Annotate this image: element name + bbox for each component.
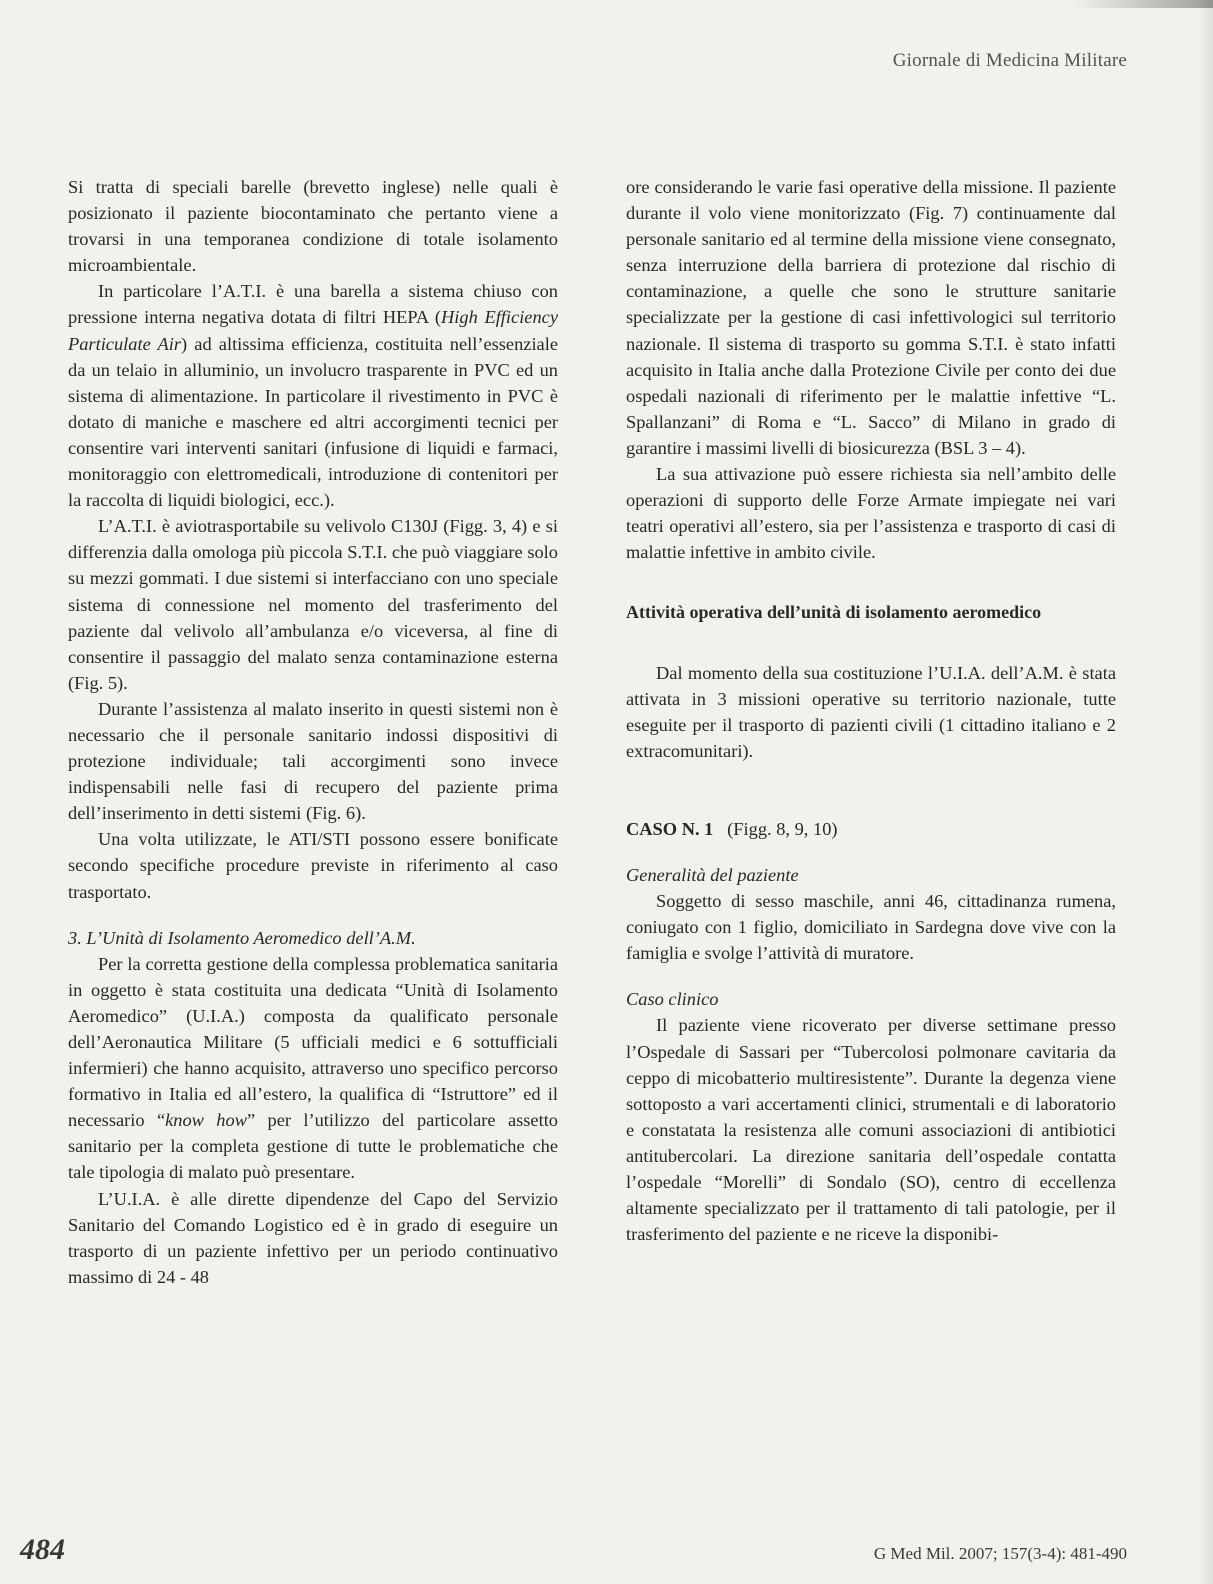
page-number: 484 — [20, 1533, 65, 1566]
paragraph: Soggetto di sesso maschile, anni 46, cittadinanza rumena, coniugato con 1 figlio, domiciliato in Sardegna dove vive con la famiglia e svolge l’attività di muratore. — [626, 891, 1116, 964]
paragraph: Dal momento della sua costituzione l’U.I.A. dell’A.M. è stata attivata in 3 missioni operative su territorio nazionale, tutte eseguite per il trasporto di pazienti civili (1 cittadino italiano e 2 extracomunitari). — [626, 662, 1116, 761]
case-heading: CASO N. 1 (Figg. 8, 9, 10) — [626, 818, 838, 839]
paragraph: In particolare l’A.T.I. è una barella a sistema chiuso con pressione interna negativa dotata di filtri HEPA (High Efficiency Particulate Air) ad altissima efficienza, costituita nell’essenziale da un telaio in alluminio, un involucro trasparente in PVC ed un sistema di alimentazione. In particolare il rivestimento in PVC è dotato di maniche e maschere ed altri accorgimenti tecnici per consentire vari interventi sanitari (infusione di liquidi e farmaci, monitoraggio con elettromedicali, introduzione di contenitori per la raccolta di liquidi biologici, ecc.). — [68, 281, 558, 511]
citation: G Med Mil. 2007; 157(3-4): 481-490 — [873, 1544, 1127, 1563]
paragraph: L’A.T.I. è aviotrasportabile su velivolo C130J (Figg. 3, 4) e si differenzia dalla omologa più piccola S.T.I. che può viaggiare solo su mezzi gommati. I due sistemi si interfacciano con uno speciale sistema di connessione nel momento del trasferimento del paziente dal velivolo all’ambulanza e/o viceversa, al fine di consentire il passaggio del malato senza contaminazione esterna (Fig. 5). — [68, 516, 558, 693]
right-column — [626, 174, 1116, 1247]
subsection-heading: Generalità del paziente — [626, 864, 799, 885]
paragraph: ore considerando le varie fasi operative della missione. Il paziente durante il volo viene monitorizzato (Fig. 7) continuamente dal personale sanitario ed al termine della missione viene consegnato, senza interruzione della barriera di protezione dal rischio di contaminazione, a quelle che sono le strutture sanitarie specializzate per la gestione di casi infettivologici sul territorio nazionale. Il sistema di trasporto su gomma S.T.I. è stato infatti acquisito in Italia anche dalla Protezione Civile per conto dei due ospedali nazionali di riferimento per le malattie infettive “L. Spallanzani” di Roma e “L. Sacco” di Milano in grado di garantire i massimi livelli di biosicurezza (BSL 3 – 4). — [626, 177, 1116, 458]
paragraph: Per la corretta gestione della complessa problematica sanitaria in oggetto è stata costituita una dedicata “Unità di Isolamento Aeromedico” (U.I.A.) composta da qualificato personale dell’Aeronautica Militare (5 ufficiali medici e 6 sottufficiali infermieri) che hanno acquisito, attraverso uno specifico percorso formativo in Italia ed all’estero, la qualifica di “Istruttore” ed il necessario “know how” per l’utilizzo del particolare assetto sanitario per la completa gestione di tutte le problematiche che tale tipologia di malato può presentare. — [68, 953, 558, 1183]
paragraph: Si tratta di speciali barelle (brevetto inglese) nelle quali è posizionato il paziente biocontaminato che pertanto viene a trovarsi in una temporanea condizione di totale isolamento microambientale. — [68, 177, 558, 276]
paragraph: Una volta utilizzate, le ATI/STI possono essere bonificate secondo specifiche procedure previste in riferimento al caso trasportato. — [68, 829, 558, 902]
running-head: Giornale di Medicina Militare — [892, 50, 1127, 71]
paragraph: La sua attivazione può essere richiesta sia nell’ambito delle operazioni di supporto delle Forze Armate impiegate nei vari teatri operativi all’estero, sia per l’assistenza e trasporto di casi di malattie infettive in ambito civile. — [626, 464, 1116, 563]
paragraph: Durante l’assistenza al malato inserito in questi sistemi non è necessario che il personale sanitario indossi dispositivi di protezione individuale; tali accorgimenti sono invece indispensabili nelle fasi di recupero del paziente prima dell’inserimento in detti sistemi (Fig. 6). — [68, 698, 558, 824]
paragraph: Il paziente viene ricoverato per diverse settimane presso l’Ospedale di Sassari per “Tubercolosi polmonare cavitaria da ceppo di micobatterio multiresistente”. Durante la degenza viene sottoposto a vari accertamenti clinici, strumentali e di laboratorio e constatata la resistenza alle comuni associazioni di antibiotici antitubercolari. La direzione sanitaria dell’ospedale contatta l’ospedale “Morelli” di Sondalo (SO), centro di eccellenza altamente specializzato per il trattamento di tali patologie, per il trasferimento del paziente e ne riceve la disponibi- — [626, 1015, 1116, 1245]
page-edge-shadow — [1199, 0, 1213, 1584]
section-heading: 3. L’Unità di Isolamento Aeromedico dell’A.M. — [68, 927, 416, 948]
subsection-heading: Caso clinico — [626, 989, 719, 1010]
left-column — [68, 174, 558, 1290]
section-heading: Attività operativa dell’unità di isolamento aeromedico — [626, 602, 1042, 623]
paragraph: L’U.I.A. è alle dirette dipendenze del Capo del Servizio Sanitario del Comando Logistico ed è in grado di eseguire un trasporto di un paziente infettivo per un periodo continuativo massimo di 24 - 48 — [68, 1188, 558, 1287]
page-top-edge — [1073, 0, 1213, 8]
